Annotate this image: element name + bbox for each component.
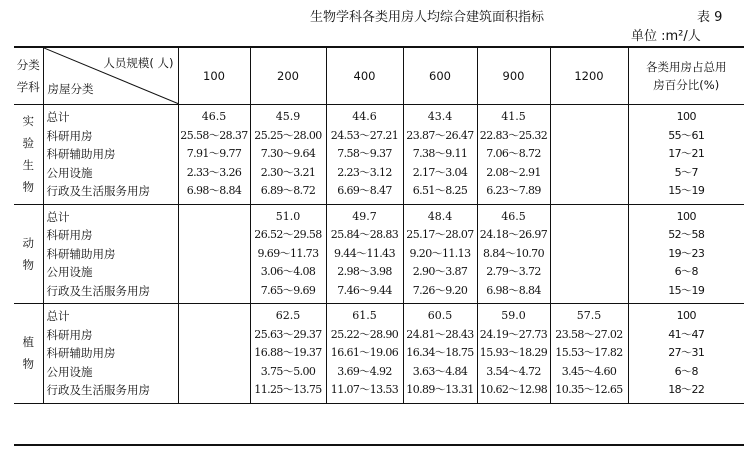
category-char: 生 [22,158,34,173]
range-value: 11.25～13.75 [254,383,322,396]
value-cell-600 [403,105,477,205]
range-value: 3.63～4.84 [412,364,468,378]
range-value: 7.46～9.44 [337,283,392,297]
range-value: 9.44～11.43 [334,246,395,260]
unit-label: 单位 :m²/人 [631,29,701,44]
range-value [551,145,628,164]
total-value [179,307,250,326]
scale-header-900: 900 [477,48,550,105]
percent-value: 15～19 [668,184,705,197]
total-value: 45.9 [275,110,301,123]
percent-value: 55～61 [668,128,705,142]
range-value: 16.61～19.06 [330,346,399,359]
range-value [179,245,250,264]
value-cell-600 [403,304,477,404]
range-value: 25.84～28.83 [330,228,399,241]
value-cell-1200 [550,304,628,404]
value-cell-1200 [550,105,628,205]
range-value: 3.45～4.60 [561,364,617,378]
range-value [179,282,250,301]
table-title: 生物学科各类用房人均综合建筑面积指标 [310,10,545,25]
room-type-cell [43,304,178,404]
value-cell-600 [403,204,477,304]
range-value: 25.25～28.00 [254,128,322,142]
data-table-frame [14,46,744,446]
value-cell-100 [178,105,250,205]
total-value: 57.5 [576,309,602,322]
range-value: 6.98～8.84 [186,184,242,197]
room-type-label: 科研辅助用房 [46,346,116,360]
percent-value: 27～31 [668,346,705,359]
scale-axis-label: 人员规模( 人) [103,56,174,70]
range-value: 9.20～11.13 [409,246,471,260]
percent-value: 18～22 [668,383,705,396]
range-value: 8.84～10.70 [483,246,544,260]
percent-value: 19～23 [668,246,705,260]
value-cell-400 [326,304,403,404]
range-value: 23.58～27.02 [555,327,623,341]
room-type-cell [43,204,178,304]
percent-value: 100 [676,110,696,123]
room-type-label: 科研用房 [46,128,93,143]
range-value [551,127,628,146]
range-value: 2.30～3.21 [260,165,316,179]
total-value: 60.5 [427,309,453,322]
category-char: 动 [22,235,34,250]
range-value: 2.17～3.04 [412,165,468,179]
range-value [179,363,250,382]
range-value: 25.17～28.07 [406,228,474,241]
percent-value: 100 [676,309,696,322]
range-value: 24.81～28.43 [406,327,474,341]
range-value: 2.98～3.98 [337,265,392,278]
range-value [179,263,250,282]
category-header-line2: 学科 [16,80,40,94]
range-value: 7.26～9.20 [412,283,468,297]
room-type-label: 行政及生活服务用房 [46,383,150,397]
category-char: 物 [22,257,34,272]
range-value: 10.89～13.31 [406,383,474,396]
total-value: 61.5 [352,309,377,322]
range-value: 7.30～9.64 [260,147,316,160]
group-row-experimental-biology [14,105,744,205]
value-cell-900 [477,105,550,205]
category-char: 物 [22,180,34,195]
total-value: 46.5 [201,110,227,123]
value-cell-200 [250,204,326,304]
value-cell-200 [250,304,326,404]
total-value: 48.4 [427,209,453,223]
total-value [551,208,628,227]
category-cell [14,304,43,404]
range-value: 3.75～5.00 [260,364,316,378]
total-value: 41.5 [501,110,526,123]
diagonal-header-cell [43,48,178,105]
total-value: 51.0 [275,209,301,223]
header-row [14,48,744,105]
range-value [179,381,250,400]
range-value: 22.83～25.32 [479,128,548,142]
room-type-label: 公用设施 [46,165,93,180]
percent-value: 41～47 [668,327,705,341]
percent-header-line2: 房百分比(%) [653,78,720,92]
range-value: 3.06～4.08 [260,265,316,278]
total-value [179,208,250,227]
value-cell-400 [326,204,403,304]
range-value [551,263,628,282]
range-value: 6.51～8.25 [412,184,468,197]
category-char: 实 [22,114,34,129]
range-value: 23.87～26.47 [406,128,474,142]
range-value: 25.22～28.90 [330,327,399,341]
value-cell-200 [250,105,326,205]
room-type-label: 行政及生活服务用房 [46,283,150,298]
percent-value: 100 [676,209,696,223]
value-cell-100 [178,204,250,304]
range-value: 7.38～9.11 [412,147,468,160]
percent-cell [628,204,744,304]
range-value: 9.69～11.73 [257,246,319,260]
total-value [551,108,628,127]
room-type-label: 行政及生活服务用房 [46,184,150,198]
range-value: 7.65～9.69 [260,283,316,297]
room-type-label: 总计 [46,209,70,224]
scale-header-400: 400 [326,48,403,105]
category-char: 植 [22,335,34,350]
total-value: 62.5 [275,309,301,322]
percent-cell [628,105,744,205]
total-value: 44.6 [352,110,377,123]
room-type-label: 科研辅助用房 [46,246,116,261]
range-value: 15.53～17.82 [555,346,623,359]
range-value: 24.19～27.73 [479,327,548,341]
range-value: 6.23～7.89 [486,184,541,197]
range-value: 7.06～8.72 [486,147,541,160]
category-char: 验 [22,136,34,151]
range-value: 16.34～18.75 [406,346,474,359]
range-value: 24.18～26.97 [479,228,548,241]
scale-header-600: 600 [403,48,477,105]
percent-header [628,48,744,105]
percent-value: 6～8 [674,364,698,378]
percent-header-line1: 各类用房占总用 [646,60,727,74]
range-value [179,226,250,245]
value-cell-900 [477,304,550,404]
range-value: 6.89～8.72 [260,184,316,197]
range-value: 7.91～9.77 [186,147,242,160]
range-value: 26.52～29.58 [254,228,322,241]
category-cell [14,204,43,304]
group-row-plant [14,304,744,404]
range-value [551,245,628,264]
total-value: 46.5 [501,209,526,223]
room-type-cell [43,105,178,205]
percent-value: 17～21 [668,147,705,160]
category-header [14,48,43,105]
range-value [551,182,628,201]
total-value: 59.0 [501,309,526,322]
scale-header-1200: 1200 [550,48,628,105]
table-number: 表 9 [697,10,723,25]
range-value: 11.07～13.53 [330,383,399,396]
range-value [179,344,250,363]
room-type-label: 科研用房 [46,228,93,242]
value-cell-1200 [550,204,628,304]
range-value: 3.54～4.72 [486,364,541,378]
range-value: 3.69～4.92 [337,364,392,378]
room-type-label: 公用设施 [46,265,93,279]
range-value: 25.63～29.37 [254,327,322,341]
room-type-label: 科研用房 [46,327,93,342]
room-type-label: 科研辅助用房 [46,147,116,161]
room-axis-label: 房屋分类 [47,81,94,96]
range-value: 7.58～9.37 [337,147,392,160]
table-body [14,105,744,404]
value-cell-900 [477,204,550,304]
category-char: 物 [22,357,34,372]
category-cell [14,105,43,205]
range-value [179,326,250,345]
total-value: 43.4 [427,110,453,123]
percent-value: 6～8 [674,265,698,278]
scale-header-200: 200 [250,48,326,105]
range-value: 2.23～3.12 [337,165,392,179]
range-value [551,226,628,245]
range-value: 10.35～12.65 [555,383,623,396]
percent-value: 52～58 [668,228,705,241]
range-value: 6.98～8.84 [486,283,541,297]
range-value: 2.33～3.26 [186,165,242,179]
percent-value: 15～19 [668,283,705,297]
range-value: 2.08～2.91 [486,165,541,179]
range-value: 16.88～19.37 [254,346,322,359]
range-value: 24.53～27.21 [330,128,399,142]
range-value: 15.93～18.29 [479,346,548,359]
range-value: 2.79～3.72 [486,265,541,278]
range-value: 2.90～3.87 [412,265,468,278]
range-value: 6.69～8.47 [337,184,392,197]
room-type-label: 总计 [46,110,70,124]
data-table [14,48,744,404]
range-value: 25.58～28.37 [180,128,248,142]
total-value: 49.7 [352,209,377,223]
room-type-label: 总计 [46,309,70,323]
category-header-line1: 分类 [16,58,40,72]
room-type-label: 公用设施 [46,364,93,379]
group-row-animal [14,204,744,304]
scale-header-100: 100 [178,48,250,105]
percent-value: 5～7 [674,165,698,179]
range-value: 10.62～12.98 [479,383,548,396]
range-value [551,164,628,183]
percent-cell [628,304,744,404]
value-cell-400 [326,105,403,205]
range-value [551,282,628,301]
value-cell-100 [178,304,250,404]
